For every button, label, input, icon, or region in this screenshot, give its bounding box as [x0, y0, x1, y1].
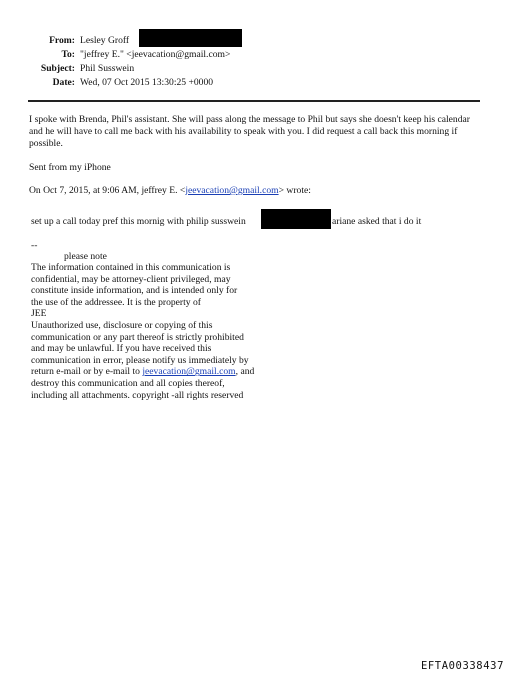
separator: --: [31, 240, 38, 251]
disclaimer-line: communication or any part thereof is strictly prohibited: [31, 331, 244, 343]
disclaimer-line: including all attachments. copyright -all rights reserved: [31, 389, 244, 401]
please-note: please note: [64, 251, 107, 262]
subject-value: Phil Susswein: [80, 63, 135, 74]
message-body: I spoke with Brenda, Phil's assistant. She will pass along the message to Phil but says she doesn't keep his calendar and he will have to call me back with his availability to speak with you. I did request a call back this morning if possible.: [29, 114, 470, 149]
redaction-box: [139, 29, 242, 47]
subject-label: Subject:: [40, 63, 75, 74]
to-label: To:: [61, 49, 75, 60]
quote-intro-after: > wrote:: [278, 185, 311, 196]
date-value: Wed, 07 Oct 2015 13:30:25 +0000: [80, 77, 214, 88]
disclaimer-email-after: , and: [235, 366, 255, 378]
redaction-box: [261, 209, 331, 229]
quote-intro-before: On Oct 7, 2015, at 9:06 AM, jeffrey E. <: [29, 185, 186, 196]
quoted-text-before: set up a call today pref this mornig with philip susswein: [31, 216, 246, 227]
disclaimer-line: confidential, may be attorney-client privileged, may: [31, 273, 231, 285]
quote-intro: [29, 185, 484, 197]
disclaimer-email-line: [31, 366, 291, 378]
quoted-text-after: ariane asked that i do it: [332, 216, 422, 227]
disclaimer-line: and may be unlawful. If you have received this: [31, 343, 212, 355]
disclaimer-email-before: return e-mail or by e-mail to: [31, 366, 143, 378]
from-label: From:: [49, 35, 75, 46]
from-value: Lesley Groff: [80, 35, 130, 46]
disclaimer-line: the use of the addressee. It is the property of: [31, 296, 201, 308]
document-id: EFTA00338437: [420, 660, 504, 672]
disclaimer-line: JEE: [31, 308, 47, 320]
header-divider: [28, 100, 480, 102]
disclaimer-line: Unauthorized use, disclosure or copying of this: [31, 319, 213, 331]
disclaimer-text: [31, 262, 291, 401]
disclaimer-line: destroy this communication and all copies thereof,: [31, 377, 225, 389]
disclaimer-line: constitute inside information, and is intended only for: [31, 285, 238, 297]
to-value: "jeffrey E." <jeevacation@gmail.com>: [80, 49, 231, 60]
disclaimer-email-link[interactable]: jeevacation@gmail.com: [142, 366, 236, 378]
signature: Sent from my iPhone: [29, 162, 111, 173]
disclaimer-line: The information contained in this communication is: [31, 262, 231, 273]
disclaimer-line: communication in error, please notify us immediately by: [31, 354, 249, 366]
quote-intro-email-link[interactable]: jeevacation@gmail.com: [185, 185, 279, 196]
date-label: Date:: [52, 77, 75, 88]
